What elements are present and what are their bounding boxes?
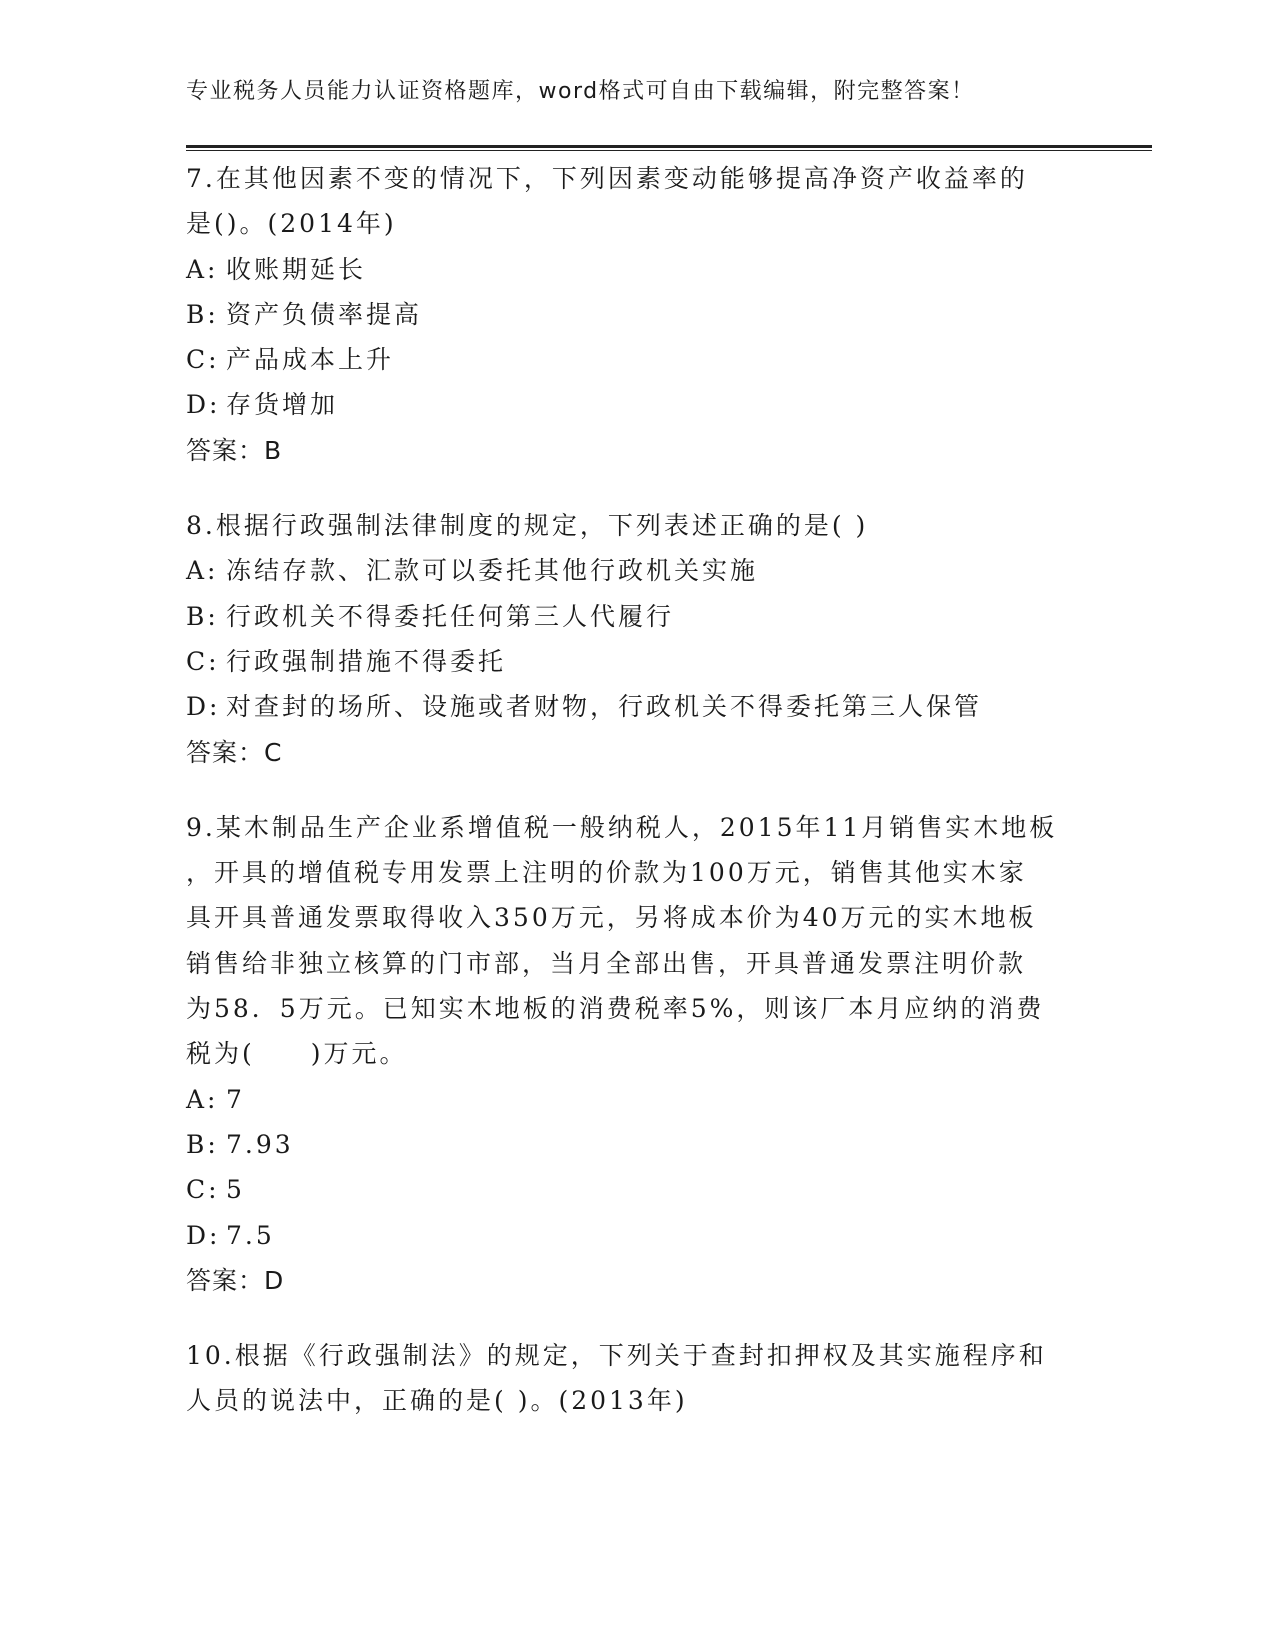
question-stem-line: 人员的说法中，正确的是( )。(2013年) (186, 1386, 688, 1416)
option-text: 5 (226, 1175, 245, 1205)
option-c (186, 337, 1086, 382)
question-stem-line: 8.根据行政强制法律制度的规定，下列表述正确的是( ) (186, 511, 869, 541)
question-9 (186, 805, 1086, 1303)
answer-line: 答案：D (186, 1265, 285, 1295)
option-key: B: (186, 299, 219, 329)
page-header: 专业税务人员能力认证资格题库，word格式可自由下载编辑，附完整答案！ (186, 79, 975, 104)
option-key: C: (186, 1175, 220, 1205)
answer-line: 答案：C (186, 737, 283, 767)
question-8 (186, 503, 1086, 775)
option-key: B: (186, 1129, 219, 1159)
header-rule-thin (186, 150, 1152, 151)
option-text: 7.5 (226, 1220, 275, 1250)
question-stem-line: 具开具普通发票取得收入350万元，另将成本价为40万元的实木地板 (186, 903, 1037, 933)
question-10 (186, 1333, 1086, 1424)
header-rule-thick (186, 145, 1152, 148)
option-key: D: (186, 1220, 221, 1250)
option-text: 冻结存款、汇款可以委托其他行政机关实施 (226, 556, 759, 586)
option-key: B: (186, 601, 219, 631)
option-text: 对查封的场所、设施或者财物，行政机关不得委托第三人保管 (226, 692, 983, 722)
option-b (186, 292, 1086, 337)
option-key: A: (186, 254, 219, 284)
option-a (186, 247, 1086, 292)
answer-line: 答案：B (186, 435, 283, 465)
option-d (186, 1213, 1086, 1258)
option-b (186, 594, 1086, 639)
option-key: C: (186, 345, 220, 375)
option-d (186, 684, 1086, 729)
question-stem-line: 是()。(2014年) (186, 209, 397, 239)
question-list (186, 156, 1086, 1454)
option-text: 7 (226, 1084, 245, 1114)
option-b (186, 1122, 1086, 1167)
question-stem-line: 为58．5万元。已知实木地板的消费税率5%，则该厂本月应纳的消费 (186, 994, 1045, 1024)
option-c (186, 639, 1086, 684)
option-key: C: (186, 646, 220, 676)
option-text: 收账期延长 (226, 254, 367, 284)
option-key: D: (186, 390, 221, 420)
option-text: 7.93 (226, 1129, 294, 1159)
question-stem-line: 销售给非独立核算的门市部，当月全部出售，开具普通发票注明价款 (186, 948, 1027, 978)
option-text: 行政强制措施不得委托 (226, 646, 507, 676)
option-key: A: (186, 1084, 219, 1114)
question-stem-line: 10.根据《行政强制法》的规定，下列关于查封扣押权及其实施程序和 (186, 1341, 1047, 1371)
option-d (186, 382, 1086, 427)
option-text: 资产负债率提高 (226, 299, 423, 329)
option-key: A: (186, 556, 219, 586)
question-stem-line: 9.某木制品生产企业系增值税一般纳税人，2015年11月销售实木地板 (186, 812, 1058, 842)
option-text: 存货增加 (226, 390, 339, 420)
option-text: 产品成本上升 (226, 345, 395, 375)
option-a (186, 548, 1086, 593)
question-stem-line: 税为( )万元。 (186, 1039, 408, 1069)
question-stem-line: 7.在其他因素不变的情况下，下列因素变动能够提高净资产收益率的 (186, 164, 1028, 193)
option-text: 行政机关不得委托任何第三人代履行 (226, 601, 675, 631)
question-stem-line: ，开具的增值税专用发票上注明的价款为100万元，销售其他实木家 (186, 858, 1027, 888)
option-c (186, 1167, 1086, 1212)
option-a (186, 1077, 1086, 1122)
question-7 (186, 156, 1086, 473)
option-key: D: (186, 692, 221, 722)
